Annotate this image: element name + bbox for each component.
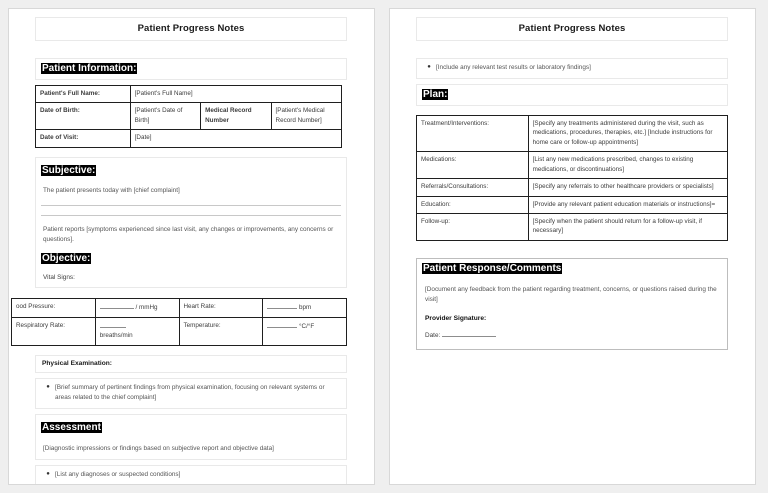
subjective-chief-complaint[interactable]: The patient presents today with [chief complaint] [43,186,180,194]
respiratory-rate-label: Respiratory Rate: [12,317,96,345]
lab-results-bullet-text[interactable]: [Include any relevant test results or laboratory findings] [436,64,591,71]
assessment-bullet-text[interactable]: [List any diagnoses or suspected conditions] [55,470,181,478]
respiratory-rate-blank[interactable] [100,321,126,328]
page-title: Patient Progress Notes [35,17,347,41]
blood-pressure-unit: / mmHg [135,304,158,312]
vital-signs-label: Vital Signs: [43,273,75,281]
table-row [417,213,728,240]
table-row [36,103,342,130]
table-row [36,86,342,103]
heart-rate-value[interactable] [263,299,347,317]
subjective-objective-block [35,157,347,289]
bullet-icon: ● [46,470,50,477]
section-heading-patient-information [35,58,347,80]
vital-signs-table [11,298,347,345]
objective-heading-text: Objective: [42,252,91,264]
respiratory-rate-value[interactable] [95,317,179,345]
plan-table [416,115,728,241]
blood-pressure-blank[interactable] [100,302,134,309]
physical-examination-bullet-text[interactable]: [Brief summary of pertinent findings from physical examination, focusing on relevant systems or areas related to the chief complaint] [55,383,325,401]
document-page-1[interactable] [8,8,375,485]
section-heading-subjective [41,161,341,181]
full-name-label: Patient's Full Name: [36,86,131,103]
plan-row-value[interactable]: [List any new medications prescribed, changes to existing medications, or discontinuations] [528,152,727,179]
plan-heading-text: Plan: [423,88,448,100]
blank-line-1 [41,205,341,206]
table-row [12,299,347,317]
signature-date-row [417,322,727,339]
plan-row-value[interactable]: [Specify any treatments administered during the visit, such as medications, procedures, therapies, etc.] [Include instructions for home care or follow-up appointments] [528,115,727,151]
physical-examination-heading: Physical Examination: [35,355,347,373]
provider-signature-label: Provider Signature: [425,314,487,322]
patient-information-table [35,85,342,148]
assessment-heading-text: Assessment [42,421,101,433]
section-heading-patient-response [417,259,727,279]
document-page-2[interactable] [389,8,756,485]
table-row [12,317,347,345]
signature-date-blank[interactable] [442,329,496,337]
patient-response-text[interactable]: [Document any feedback from the patient regarding treatment, concerns, or questions raised during the visit] [425,285,717,303]
plan-row-value[interactable]: [Specify when the patient should return for a follow-up visit, if necessary] [528,213,727,240]
table-row [417,152,728,179]
section-heading-assessment [41,418,341,438]
table-row [36,130,342,147]
list-item [35,378,347,409]
visit-date-value[interactable]: [Date] [130,130,341,147]
list-item [35,465,347,485]
patient-response-block [416,258,728,350]
plan-row-label: Education: [417,196,529,213]
dob-label: Date of Birth: [36,103,131,130]
vital-signs-table-wrapper [11,298,347,345]
blood-pressure-value[interactable] [95,299,179,317]
plan-row-value[interactable]: [Provide any relevant patient education materials or instructions]= [528,196,727,213]
plan-row-label: Referrals/Consultations: [417,179,529,196]
full-name-value[interactable]: [Patient's Full Name] [130,86,341,103]
heart-rate-blank[interactable] [267,302,297,309]
plan-row-label: Treatment/Interventions: [417,115,529,151]
table-row [417,115,728,151]
section-heading-objective [41,245,341,269]
signature-date-label: Date: [425,331,441,339]
bullet-icon: ● [46,383,50,390]
heart-rate-unit: bpm [299,304,312,312]
patient-response-heading-text: Patient Response/Comments [423,262,562,274]
dob-value[interactable]: [Patient's Date of Birth] [130,103,200,130]
section-heading-plan [416,84,728,106]
temperature-unit: °C/°F [299,322,315,330]
assessment-block [35,414,347,460]
respiratory-rate-unit: breaths/min [99,332,133,340]
table-row [417,196,728,213]
plan-table-wrapper [416,115,728,241]
heart-rate-label: Heart Rate: [179,299,263,317]
temperature-blank[interactable] [267,321,297,328]
temperature-label: Temperature: [179,317,263,345]
blank-line-2 [41,215,341,216]
table-row [417,179,728,196]
subjective-patient-reports[interactable]: Patient reports [symptoms experienced since last visit, any changes or improvements, any concerns or questions]. [43,225,334,243]
assessment-text[interactable]: [Diagnostic impressions or findings based on subjective report and objective data] [43,444,274,452]
temperature-value[interactable] [263,317,347,345]
page-title: Patient Progress Notes [416,17,728,41]
list-item [416,58,728,79]
subjective-heading-text: Subjective: [42,164,96,176]
blood-pressure-label: ood Pressure: [12,299,96,317]
mrn-value[interactable]: [Patient's Medical Record Number] [271,103,341,130]
plan-row-label: Medications: [417,152,529,179]
plan-row-label: Follow-up: [417,213,529,240]
mrn-label: Medical Record Number [201,103,271,130]
patient-information-table-wrapper [35,85,342,148]
bullet-icon: ● [427,64,431,70]
patient-information-heading-text: Patient Information: [42,63,137,74]
visit-date-label: Date of Visit: [36,130,131,147]
plan-row-value[interactable]: [Specify any referrals to other healthcare providers or specialists] [528,179,727,196]
